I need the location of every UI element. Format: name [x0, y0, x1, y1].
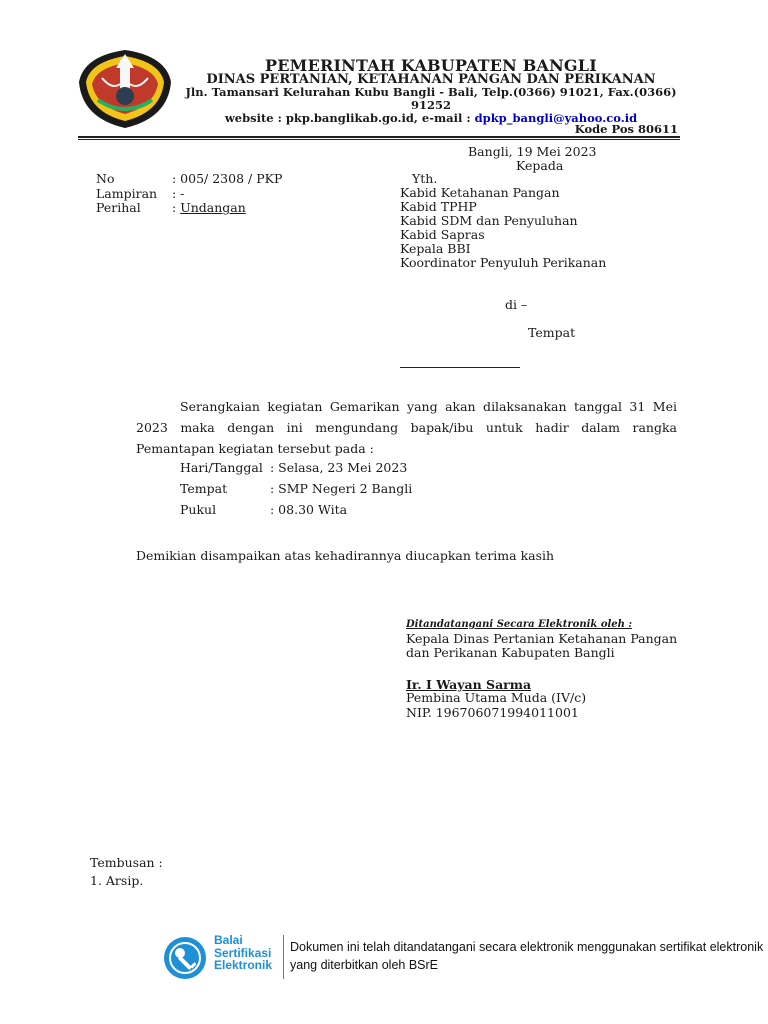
di-label: di –	[505, 297, 528, 312]
bsre-logo-line: Sertifikasi	[214, 945, 272, 960]
tembusan-label: Tembusan :	[90, 855, 163, 870]
email-link[interactable]: dpkp_bangli@yahoo.co.id	[474, 111, 638, 125]
e-signature-note	[290, 938, 763, 974]
perihal-row	[172, 201, 246, 215]
lampiran-value: : -	[172, 186, 185, 201]
postal-code: Kode Pos 80611	[574, 122, 678, 136]
signer-nip: NIP. 196706071994011001	[406, 705, 579, 720]
perihal-label: Perihal	[96, 200, 141, 215]
recipient-underline	[400, 367, 520, 368]
bsre-logo-line: Balai	[214, 933, 243, 947]
note-line: yang diterbitkan oleh BSrE	[290, 958, 439, 972]
recipient-item: Kabid Ketahanan Pangan	[400, 185, 560, 200]
bangli-regency-emblem-icon	[76, 48, 174, 130]
signer-position-line1: Kepala Dinas Pertanian Ketahanan Pangan	[406, 631, 678, 646]
note-line: Dokumen ini telah ditandatangani secara elektronik menggunakan sertifikat elektronik	[290, 940, 764, 954]
signer-position-line2: dan Perikanan Kabupaten Bangli	[406, 645, 615, 660]
e-signature-header: Ditandatangani Secara Elektronik oleh :	[406, 619, 633, 630]
kepada-label: Kepada	[516, 158, 564, 173]
letter-date: Bangli, 19 Mei 2023	[468, 144, 597, 159]
tembusan-item: 1. Arsip.	[90, 873, 144, 888]
bsre-logo-icon	[162, 935, 208, 981]
recipient-item: Koordinator Penyuluh Perikanan	[400, 255, 607, 270]
recipient-item: Kabid Sapras	[400, 227, 485, 242]
letterhead-divider-thin	[78, 139, 680, 140]
perihal-value: Undangan	[180, 200, 246, 215]
bsre-logo-line: Elektronik	[214, 958, 273, 972]
detail-value-day: : Selasa, 23 Mei 2023	[270, 460, 408, 475]
closing-sentence: Demikian disampaikan atas kehadirannya diucapkan terima kasih	[136, 548, 555, 563]
bsre-logo-text	[214, 934, 284, 972]
invitation-paragraph: Serangkaian kegiatan Gemarikan yang akan dilaksanakan tanggal 31 Mei 2023 maka dengan ini mengundang bapak/ibu untuk hadir dalam rangka Pemantapan kegiatan tersebut pada :	[136, 399, 677, 456]
lampiran-label: Lampiran	[96, 186, 158, 201]
letterhead-department: DINAS PERTANIAN, KETAHANAN PANGAN DAN PERIKANAN	[206, 72, 656, 87]
perihal-colon: :	[172, 200, 181, 215]
detail-label-day: Hari/Tanggal	[180, 460, 263, 475]
detail-label-place: Tempat	[180, 481, 228, 496]
footer-divider	[283, 935, 284, 979]
signer-name: Ir. I Wayan Sarma	[406, 677, 532, 692]
detail-value-time: : 08.30 Wita	[270, 502, 348, 517]
letterhead-divider	[78, 136, 680, 138]
detail-value-place: : SMP Negeri 2 Bangli	[270, 481, 413, 496]
yth-label: Yth.	[412, 171, 438, 186]
letterhead-address: Jln. Tamansari Kelurahan Kubu Bangli - Bali, Telp.(0366) 91021, Fax.(0366) 91252	[185, 85, 677, 112]
letterhead-title: PEMERINTAH KABUPATEN BANGLI	[265, 56, 597, 75]
tempat-label: Tempat	[528, 325, 576, 340]
no-label: No	[96, 171, 115, 186]
recipient-item: Kepala BBI	[400, 241, 471, 256]
recipient-item: Kabid TPHP	[400, 199, 477, 214]
detail-label-time: Pukul	[180, 502, 217, 517]
website-text: website : pkp.banglikab.go.id, e-mail :	[224, 111, 475, 125]
recipient-item: Kabid SDM dan Penyuluhan	[400, 213, 578, 228]
signer-rank: Pembina Utama Muda (IV/c)	[406, 690, 587, 705]
no-value: : 005/ 2308 / PKP	[172, 171, 283, 186]
